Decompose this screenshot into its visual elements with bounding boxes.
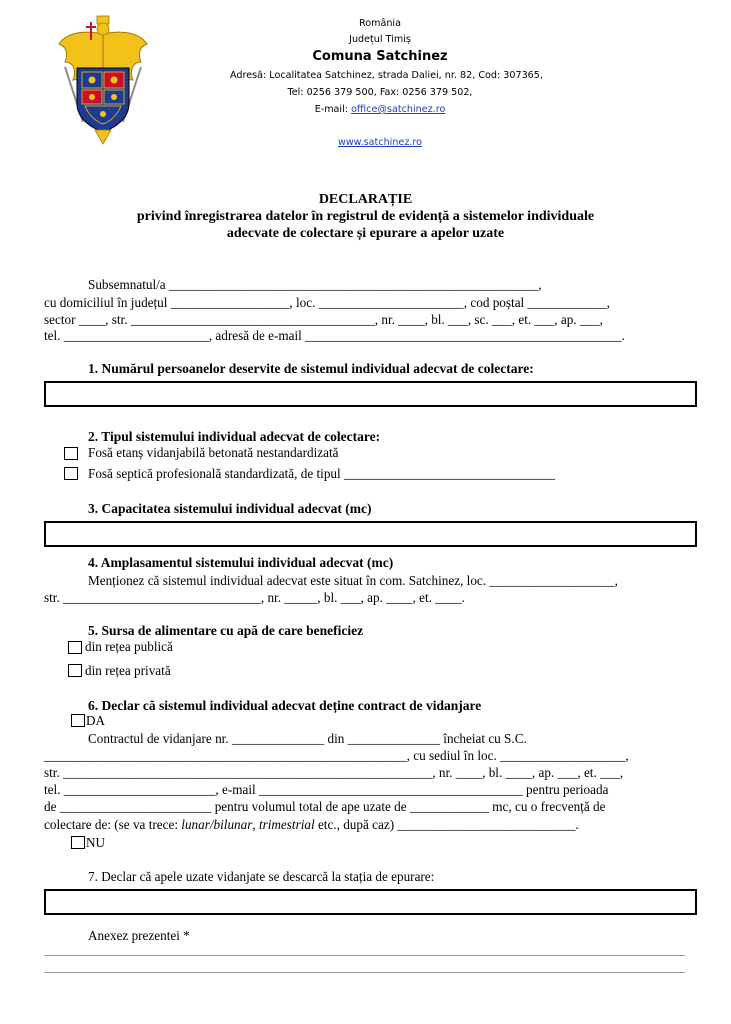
- section-2-heading: 2. Tipul sistemului individual adecvat de colectare:: [88, 429, 381, 444]
- coat-of-arms-logo: [55, 12, 151, 147]
- frequency-suffix: etc., după caz) ___________________________.: [314, 817, 579, 832]
- section-4-heading: 4. Amplasamentul sistemului individual adecvat (mc): [88, 555, 394, 570]
- intro-domicile-line[interactable]: cu domiciliul în județul __________________, loc. ______________________, cod poștal ____________,: [44, 295, 610, 310]
- header-website-line: [230, 137, 530, 148]
- treatment-station-field[interactable]: [44, 889, 697, 915]
- frequency-prefix: colectare de: (se va trece:: [44, 817, 182, 832]
- section-1-heading: 1. Numărul persoanelor deservite de sistemul individual adecvat de colectare:: [88, 361, 534, 376]
- persons-served-field[interactable]: [44, 381, 697, 407]
- location-line-2[interactable]: str. ______________________________, nr. _____, bl. ___, ap. ____, et. ____.: [44, 590, 465, 605]
- header-email-line: [230, 104, 530, 115]
- frequency-monthly: lunar/bilunar: [181, 817, 253, 832]
- annex-line-1[interactable]: [44, 955, 685, 956]
- header-website-link[interactable]: www.satchinez.ro: [337, 137, 423, 148]
- header-email-label: E-mail:: [314, 104, 352, 115]
- header-commune: Comuna Satchinez: [312, 49, 448, 64]
- option-public-network-label: din rețea publică: [85, 639, 173, 654]
- contract-line-5[interactable]: de _______________________ pentru volumul total de ape uzate de ____________ mc, cu o frecvență de: [44, 799, 606, 814]
- section-7-heading: 7. Declar că apele uzate vidanjate se descarcă la stația de epurare:: [88, 869, 435, 884]
- header-country: România: [359, 18, 401, 29]
- header-address: Adresă: Localitatea Satchinez, strada Daliei, nr. 82, Cod: 307365,: [230, 70, 543, 81]
- contract-line-6[interactable]: [44, 817, 579, 833]
- document-subtitle-1: privind înregistrarea datelor în registrul de evidență a sistemelor individuale: [136, 209, 595, 224]
- section-6-heading: 6. Declar că sistemul individual adecvat deține contract de vidanjare: [88, 698, 482, 713]
- document-title: DECLARAȚIE: [318, 192, 413, 207]
- frequency-quarterly: trimestrial: [258, 817, 315, 832]
- option-private-network-label: din rețea privată: [85, 663, 171, 678]
- option-no-label: NU: [86, 835, 106, 850]
- intro-address-line[interactable]: sector ____, str. _____________________________________, nr. ____, bl. ___, sc. ___, et. ___, ap. ___,: [44, 312, 603, 327]
- section-5-heading: 5. Sursa de alimentare cu apă de care beneficiez: [88, 623, 364, 638]
- checkbox-sealed-tank[interactable]: [64, 447, 78, 460]
- checkbox-yes[interactable]: [71, 714, 85, 727]
- option-sealed-tank-label: Fosă etanș vidanjabilă betonată nestandardizată: [88, 445, 339, 460]
- contract-line-4[interactable]: tel. _______________________, e-mail ________________________________________ pentru perioada: [44, 782, 609, 797]
- checkbox-private-network[interactable]: [68, 664, 82, 677]
- intro-contact-line[interactable]: tel. ______________________, adresă de e-mail ________________________________________________.: [44, 328, 625, 343]
- checkbox-septic-tank[interactable]: [64, 467, 78, 480]
- header-phone: Tel: 0256 379 500, Fax: 0256 379 502,: [287, 87, 473, 98]
- header-email-link[interactable]: office@satchinez.ro: [351, 104, 446, 115]
- frequency-sep: ,: [252, 817, 259, 832]
- contract-line-1[interactable]: Contractul de vidanjare nr. ______________ din ______________ încheiat cu S.C.: [88, 731, 527, 746]
- checkbox-no[interactable]: [71, 836, 85, 849]
- contract-line-2[interactable]: _______________________________________________________, cu sediul în loc. ___________________,: [44, 748, 629, 763]
- header-county: Județul Timiș: [349, 34, 411, 45]
- intro-name-line[interactable]: Subsemnatul/a ________________________________________________________,: [88, 277, 542, 292]
- document-subtitle-2: adecvate de colectare și epurare a apelor uzate: [226, 226, 505, 241]
- option-septic-tank-label[interactable]: Fosă septică profesională standardizată, de tipul ________________________________: [88, 466, 555, 481]
- location-line-1[interactable]: Menționez că sistemul individual adecvat este situat în com. Satchinez, loc. ___________________,: [88, 573, 618, 588]
- checkbox-public-network[interactable]: [68, 641, 82, 654]
- option-yes-label: DA: [86, 713, 106, 728]
- annex-label: Anexez prezentei *: [88, 928, 190, 943]
- capacity-field[interactable]: [44, 521, 697, 547]
- annex-line-2[interactable]: [44, 972, 685, 973]
- section-3-heading: 3. Capacitatea sistemului individual adecvat (mc): [88, 501, 372, 516]
- contract-line-3[interactable]: str. ________________________________________________________, nr. ____, bl. ____, ap. ___, et. ___,: [44, 765, 624, 780]
